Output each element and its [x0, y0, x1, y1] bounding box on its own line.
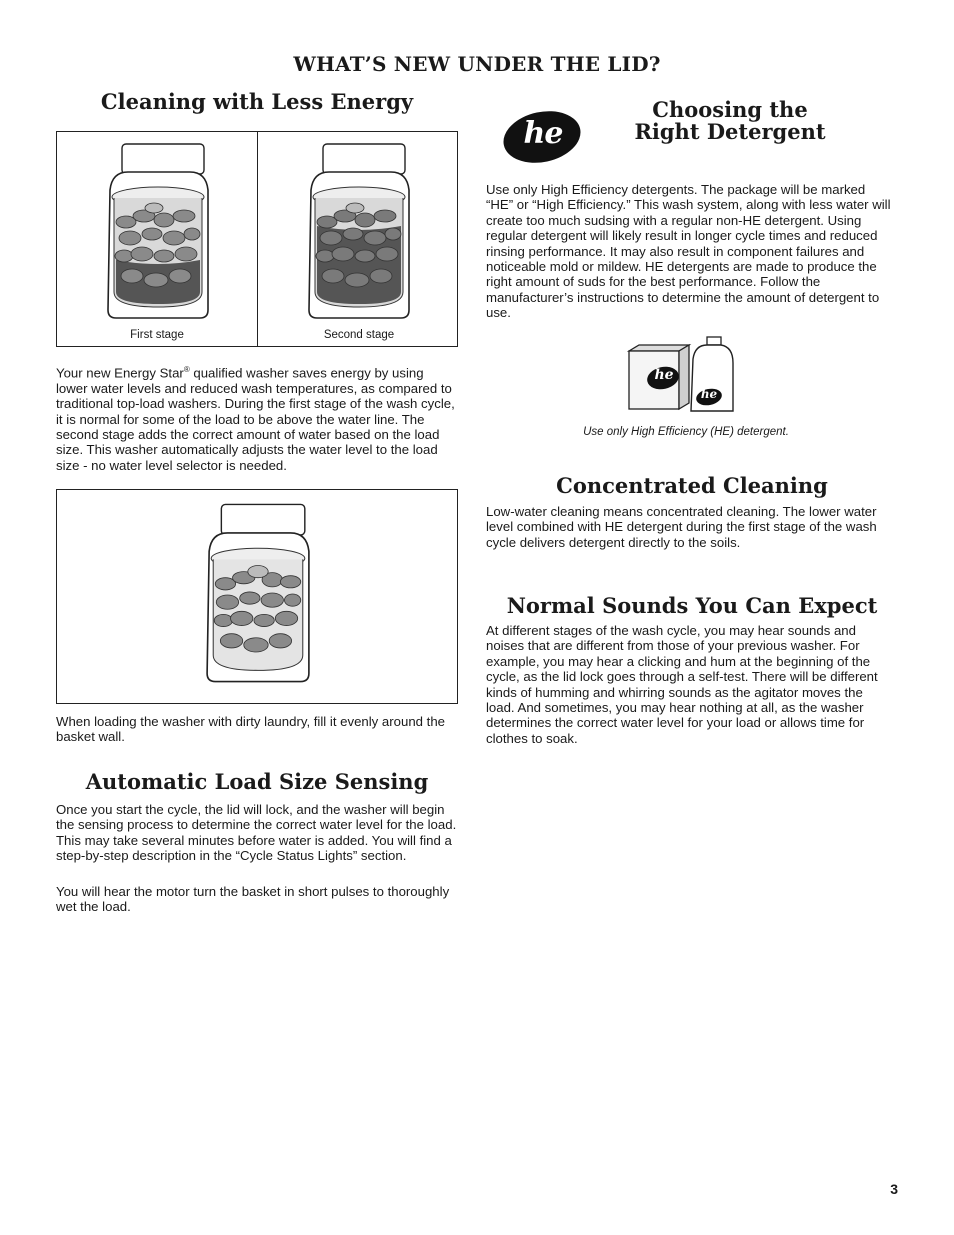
- bottle-he-label: he: [700, 387, 718, 401]
- detergent-heading-line-1: Choosing the: [652, 97, 808, 122]
- figure-divider: [257, 132, 258, 346]
- sensing-paragraph-1: Once you start the cycle, the lid will lock, and the washer will begin the sensing process to determine the correct water level for the load. This may take several minutes before water is added. You will find a step-by-step description in the “Cycle Status Lights” section.: [56, 802, 457, 864]
- concentrated-heading: Concentrated Cleaning: [556, 473, 828, 498]
- detergent-paragraph: Use only High Efficiency detergents. The package will be marked “HE” or “High Efficiency.” This wash system, along with less water will create too much sudsing with a regular non-HE detergent. Using regular detergent will likely result in longer cycle times and reduced rinsing performance. It may also result in component failures and noticeable mold or mildew. HE detergents are made to produce the right amount of suds for the best performance. Follow the manufacturer’s instructions to determine the amount of detergent to use.: [486, 182, 891, 321]
- washer-stages-figure: [56, 131, 458, 347]
- detergent-illustration: [627, 335, 739, 415]
- detergent-box-and-bottle-icon: [627, 335, 739, 415]
- detergent-heading-line-2: Right Detergent: [634, 119, 826, 144]
- cleaning-paragraph: [56, 362, 458, 473]
- washer-loading-illustration: [201, 498, 315, 690]
- cleaning-paragraph-rest: qualified washer saves energy by using lower water levels and reduced wash temperatures, as compared to traditional top-load washers. During the first stage of the wash cycle, it is normal for some of the load to be above the water line. The second stage adds the correct amount of water based on the load size. This washer automatically adjusts the water level to the load size - no water level selector is needed.: [56, 365, 455, 473]
- he-logo-text: he: [523, 116, 563, 151]
- washer-first-stage-illustration: [102, 142, 214, 322]
- detergent-caption: Use only High Efficiency (HE) detergent.: [583, 426, 789, 438]
- box-he-label: he: [654, 367, 674, 383]
- concentrated-paragraph: Low-water cleaning means concentrated cleaning. The lower water level combined with HE detergent during the first stage of the wash cycle delivers detergent directly to the soils.: [486, 504, 877, 550]
- he-logo-icon: [500, 106, 586, 166]
- registered-mark: ®: [183, 365, 190, 374]
- page-title: WHAT’S NEW UNDER THE LID?: [293, 52, 661, 76]
- page-number: 3: [890, 1181, 898, 1197]
- washer-second-stage-illustration: [303, 142, 415, 322]
- second-stage-caption: Second stage: [323, 329, 395, 341]
- sensing-heading: Automatic Load Size Sensing: [85, 769, 429, 794]
- loading-figure: [56, 489, 458, 704]
- loading-paragraph: When loading the washer with dirty laundry, fill it evenly around the basket wall.: [56, 714, 445, 745]
- sounds-paragraph: At different stages of the wash cycle, you may hear sounds and noises that are different from those of your previous washer. For example, you may hear a clicking and hum at the beginning of the cycle, as the lid lock goes through a self-test. There will be different kinds of humming and whirring sounds as the agitator moves the load. And sometimes, you may hear nothing at all, as the washer determines the correct water level for your load or allows time for clothes to soak.: [486, 623, 878, 746]
- sensing-paragraph-2: You will hear the motor turn the basket in short pulses to thoroughly wet the load.: [56, 884, 450, 915]
- cleaning-heading: Cleaning with Less Energy: [100, 89, 414, 114]
- sounds-heading: Normal Sounds You Can Expect: [506, 593, 878, 618]
- energy-star-text: Your new Energy Star: [56, 365, 184, 381]
- detergent-heading: [620, 99, 840, 143]
- first-stage-caption: First stage: [130, 329, 184, 341]
